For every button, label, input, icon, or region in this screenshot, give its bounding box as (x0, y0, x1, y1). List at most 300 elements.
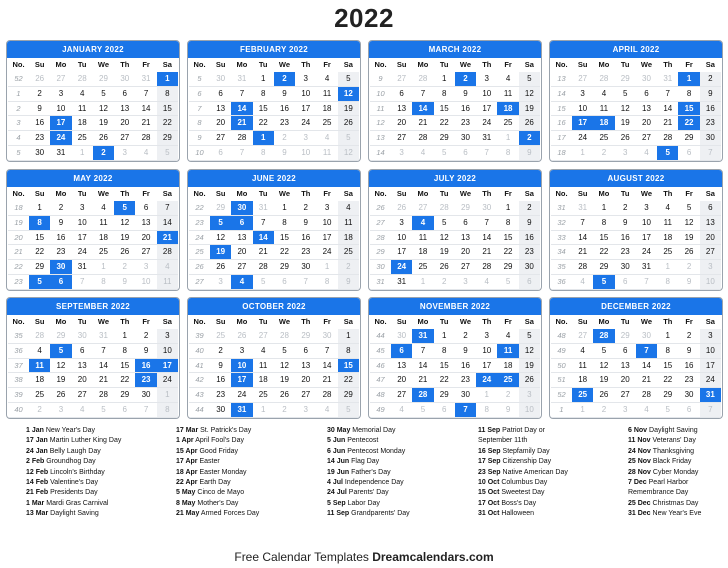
day-cell[interactable]: 19 (615, 116, 636, 131)
day-cell[interactable]: 20 (455, 245, 476, 260)
day-cell[interactable]: 3 (636, 201, 657, 216)
day-cell[interactable]: 28 (316, 388, 337, 403)
day-cell[interactable]: 5 (593, 344, 614, 359)
day-cell[interactable]: 27 (615, 388, 636, 403)
day-cell[interactable]: 29 (210, 201, 231, 216)
day-cell[interactable]: 7 (412, 87, 433, 102)
day-cell[interactable]: 19 (274, 373, 295, 388)
day-cell[interactable]: 24 (636, 245, 657, 260)
day-cell[interactable]: 10 (476, 344, 497, 359)
day-cell[interactable]: 27 (50, 72, 71, 87)
day-cell[interactable]: 29 (29, 260, 50, 275)
day-cell[interactable]: 10 (135, 275, 156, 290)
day-cell[interactable]: 3 (700, 329, 721, 344)
day-cell[interactable]: 20 (231, 245, 252, 260)
day-cell[interactable]: 4 (657, 201, 678, 216)
day-cell[interactable]: 27 (700, 245, 721, 260)
day-cell[interactable]: 22 (114, 373, 135, 388)
day-cell[interactable]: 30 (391, 329, 412, 344)
day-cell[interactable]: 1 (412, 275, 433, 290)
day-cell[interactable]: 3 (114, 146, 135, 161)
day-cell[interactable]: 3 (72, 201, 93, 216)
holiday-day-cell[interactable]: 2 (455, 72, 476, 87)
day-cell[interactable]: 2 (497, 388, 518, 403)
day-cell[interactable]: 2 (678, 260, 699, 275)
holiday-day-cell[interactable]: 18 (497, 102, 518, 117)
day-cell[interactable]: 6 (519, 275, 540, 290)
day-cell[interactable]: 11 (497, 87, 518, 102)
holiday-day-cell[interactable]: 30 (231, 201, 252, 216)
day-cell[interactable]: 28 (72, 72, 93, 87)
day-cell[interactable]: 20 (700, 231, 721, 246)
day-cell[interactable]: 21 (636, 373, 657, 388)
day-cell[interactable]: 22 (497, 245, 518, 260)
day-cell[interactable]: 19 (678, 231, 699, 246)
day-cell[interactable]: 20 (135, 231, 156, 246)
day-cell[interactable]: 28 (593, 72, 614, 87)
day-cell[interactable]: 24 (316, 245, 337, 260)
day-cell[interactable]: 31 (657, 72, 678, 87)
day-cell[interactable]: 25 (93, 245, 114, 260)
day-cell[interactable]: 27 (391, 131, 412, 146)
day-cell[interactable]: 18 (29, 373, 50, 388)
day-cell[interactable]: 18 (72, 116, 93, 131)
day-cell[interactable]: 4 (636, 403, 657, 418)
day-cell[interactable]: 15 (497, 231, 518, 246)
day-cell[interactable]: 25 (657, 245, 678, 260)
day-cell[interactable]: 26 (29, 72, 50, 87)
day-cell[interactable]: 1 (434, 72, 455, 87)
day-cell[interactable]: 7 (636, 275, 657, 290)
day-cell[interactable]: 3 (476, 72, 497, 87)
day-cell[interactable]: 24 (572, 131, 593, 146)
day-cell[interactable]: 11 (253, 359, 274, 374)
day-cell[interactable]: 4 (316, 403, 337, 418)
day-cell[interactable]: 10 (572, 102, 593, 117)
day-cell[interactable]: 8 (338, 344, 359, 359)
day-cell[interactable]: 29 (114, 388, 135, 403)
day-cell[interactable]: 18 (572, 373, 593, 388)
holiday-day-cell[interactable]: 17 (50, 116, 71, 131)
day-cell[interactable]: 4 (72, 87, 93, 102)
day-cell[interactable]: 28 (253, 260, 274, 275)
day-cell[interactable]: 12 (593, 359, 614, 374)
day-cell[interactable]: 9 (295, 216, 316, 231)
day-cell[interactable]: 1 (72, 146, 93, 161)
holiday-day-cell[interactable]: 6 (391, 344, 412, 359)
day-cell[interactable]: 4 (391, 403, 412, 418)
day-cell[interactable]: 31 (231, 72, 252, 87)
day-cell[interactable]: 7 (295, 275, 316, 290)
day-cell[interactable]: 16 (455, 102, 476, 117)
day-cell[interactable]: 17 (391, 245, 412, 260)
day-cell[interactable]: 12 (615, 102, 636, 117)
day-cell[interactable]: 22 (157, 116, 178, 131)
day-cell[interactable]: 12 (519, 87, 540, 102)
day-cell[interactable]: 28 (274, 329, 295, 344)
day-cell[interactable]: 16 (295, 231, 316, 246)
day-cell[interactable]: 21 (135, 116, 156, 131)
day-cell[interactable]: 14 (572, 231, 593, 246)
day-cell[interactable]: 7 (476, 216, 497, 231)
day-cell[interactable]: 13 (636, 102, 657, 117)
day-cell[interactable]: 15 (274, 231, 295, 246)
day-cell[interactable]: 6 (135, 201, 156, 216)
day-cell[interactable]: 7 (476, 146, 497, 161)
day-cell[interactable]: 30 (519, 260, 540, 275)
day-cell[interactable]: 8 (316, 275, 337, 290)
day-cell[interactable]: 28 (135, 131, 156, 146)
holiday-day-cell[interactable]: 8 (29, 216, 50, 231)
day-cell[interactable]: 9 (338, 275, 359, 290)
day-cell[interactable]: 18 (253, 373, 274, 388)
day-cell[interactable]: 30 (114, 72, 135, 87)
day-cell[interactable]: 13 (210, 102, 231, 117)
day-cell[interactable]: 22 (434, 116, 455, 131)
day-cell[interactable]: 23 (274, 116, 295, 131)
day-cell[interactable]: 30 (455, 388, 476, 403)
day-cell[interactable]: 9 (274, 87, 295, 102)
day-cell[interactable]: 24 (476, 116, 497, 131)
day-cell[interactable]: 18 (657, 231, 678, 246)
day-cell[interactable]: 2 (295, 201, 316, 216)
day-cell[interactable]: 27 (412, 201, 433, 216)
day-cell[interactable]: 25 (338, 245, 359, 260)
holiday-day-cell[interactable]: 14 (412, 102, 433, 117)
day-cell[interactable]: 3 (135, 260, 156, 275)
day-cell[interactable]: 6 (274, 275, 295, 290)
day-cell[interactable]: 1 (157, 388, 178, 403)
day-cell[interactable]: 10 (72, 216, 93, 231)
day-cell[interactable]: 1 (497, 131, 518, 146)
day-cell[interactable]: 26 (615, 131, 636, 146)
day-cell[interactable]: 7 (135, 403, 156, 418)
day-cell[interactable]: 31 (135, 72, 156, 87)
holiday-day-cell[interactable]: 5 (593, 275, 614, 290)
day-cell[interactable]: 13 (700, 216, 721, 231)
day-cell[interactable]: 6 (434, 403, 455, 418)
day-cell[interactable]: 21 (476, 245, 497, 260)
holiday-day-cell[interactable]: 19 (210, 245, 231, 260)
day-cell[interactable]: 28 (412, 72, 433, 87)
day-cell[interactable]: 3 (391, 146, 412, 161)
day-cell[interactable]: 11 (316, 146, 337, 161)
day-cell[interactable]: 15 (114, 359, 135, 374)
holiday-day-cell[interactable]: 14 (231, 102, 252, 117)
day-cell[interactable]: 17 (476, 359, 497, 374)
day-cell[interactable]: 3 (615, 146, 636, 161)
day-cell[interactable]: 6 (678, 146, 699, 161)
day-cell[interactable]: 22 (434, 373, 455, 388)
day-cell[interactable]: 27 (114, 131, 135, 146)
day-cell[interactable]: 5 (434, 216, 455, 231)
day-cell[interactable]: 29 (678, 131, 699, 146)
day-cell[interactable]: 30 (210, 72, 231, 87)
day-cell[interactable]: 4 (497, 72, 518, 87)
day-cell[interactable]: 24 (295, 116, 316, 131)
day-cell[interactable]: 10 (636, 216, 657, 231)
holiday-day-cell[interactable]: 28 (593, 329, 614, 344)
day-cell[interactable]: 6 (678, 403, 699, 418)
day-cell[interactable]: 11 (93, 216, 114, 231)
day-cell[interactable]: 13 (615, 359, 636, 374)
day-cell[interactable]: 21 (93, 373, 114, 388)
day-cell[interactable]: 9 (135, 344, 156, 359)
day-cell[interactable]: 24 (700, 373, 721, 388)
day-cell[interactable]: 8 (476, 403, 497, 418)
day-cell[interactable]: 11 (657, 216, 678, 231)
holiday-day-cell[interactable]: 24 (391, 260, 412, 275)
holiday-day-cell[interactable]: 22 (678, 116, 699, 131)
day-cell[interactable]: 15 (253, 102, 274, 117)
day-cell[interactable]: 15 (593, 231, 614, 246)
day-cell[interactable]: 22 (593, 245, 614, 260)
day-cell[interactable]: 29 (338, 388, 359, 403)
holiday-day-cell[interactable]: 24 (476, 373, 497, 388)
day-cell[interactable]: 29 (657, 388, 678, 403)
day-cell[interactable]: 3 (295, 131, 316, 146)
day-cell[interactable]: 11 (316, 87, 337, 102)
day-cell[interactable]: 14 (476, 231, 497, 246)
holiday-day-cell[interactable]: 12 (338, 87, 359, 102)
day-cell[interactable]: 30 (636, 72, 657, 87)
day-cell[interactable]: 23 (678, 373, 699, 388)
day-cell[interactable]: 31 (72, 260, 93, 275)
day-cell[interactable]: 13 (135, 216, 156, 231)
day-cell[interactable]: 26 (93, 131, 114, 146)
day-cell[interactable]: 16 (519, 231, 540, 246)
day-cell[interactable]: 3 (157, 329, 178, 344)
day-cell[interactable]: 6 (114, 87, 135, 102)
day-cell[interactable]: 26 (274, 388, 295, 403)
day-cell[interactable]: 1 (657, 260, 678, 275)
day-cell[interactable]: 17 (700, 359, 721, 374)
day-cell[interactable]: 5 (519, 72, 540, 87)
day-cell[interactable]: 19 (593, 373, 614, 388)
day-cell[interactable]: 5 (497, 275, 518, 290)
holiday-day-cell[interactable]: 1 (253, 131, 274, 146)
day-cell[interactable]: 8 (157, 403, 178, 418)
day-cell[interactable]: 1 (657, 329, 678, 344)
day-cell[interactable]: 12 (274, 359, 295, 374)
day-cell[interactable]: 3 (391, 216, 412, 231)
holiday-day-cell[interactable]: 2 (93, 146, 114, 161)
day-cell[interactable]: 5 (434, 146, 455, 161)
day-cell[interactable]: 26 (231, 329, 252, 344)
day-cell[interactable]: 30 (636, 329, 657, 344)
day-cell[interactable]: 10 (316, 216, 337, 231)
day-cell[interactable]: 25 (29, 388, 50, 403)
day-cell[interactable]: 8 (497, 146, 518, 161)
day-cell[interactable]: 20 (391, 116, 412, 131)
day-cell[interactable]: 4 (316, 131, 337, 146)
day-cell[interactable]: 26 (434, 260, 455, 275)
day-cell[interactable]: 12 (519, 344, 540, 359)
day-cell[interactable]: 4 (253, 344, 274, 359)
day-cell[interactable]: 27 (572, 72, 593, 87)
holiday-day-cell[interactable]: 17 (572, 116, 593, 131)
day-cell[interactable]: 8 (657, 275, 678, 290)
day-cell[interactable]: 16 (700, 102, 721, 117)
day-cell[interactable]: 5 (274, 344, 295, 359)
day-cell[interactable]: 6 (700, 201, 721, 216)
holiday-day-cell[interactable]: 25 (572, 388, 593, 403)
day-cell[interactable]: 6 (636, 87, 657, 102)
day-cell[interactable]: 17 (72, 231, 93, 246)
day-cell[interactable]: 14 (135, 102, 156, 117)
day-cell[interactable]: 7 (316, 344, 337, 359)
day-cell[interactable]: 10 (157, 344, 178, 359)
holiday-day-cell[interactable]: 28 (412, 388, 433, 403)
day-cell[interactable]: 19 (50, 373, 71, 388)
day-cell[interactable]: 1 (274, 201, 295, 216)
day-cell[interactable]: 13 (391, 359, 412, 374)
day-cell[interactable]: 23 (29, 131, 50, 146)
day-cell[interactable]: 17 (316, 231, 337, 246)
day-cell[interactable]: 4 (476, 275, 497, 290)
day-cell[interactable]: 25 (316, 116, 337, 131)
day-cell[interactable]: 3 (316, 201, 337, 216)
day-cell[interactable]: 14 (157, 216, 178, 231)
day-cell[interactable]: 19 (114, 231, 135, 246)
day-cell[interactable]: 4 (593, 87, 614, 102)
day-cell[interactable]: 16 (210, 373, 231, 388)
day-cell[interactable]: 30 (476, 201, 497, 216)
day-cell[interactable]: 30 (210, 403, 231, 418)
day-cell[interactable]: 9 (455, 87, 476, 102)
day-cell[interactable]: 2 (615, 201, 636, 216)
holiday-day-cell[interactable]: 18 (593, 116, 614, 131)
day-cell[interactable]: 16 (50, 231, 71, 246)
day-cell[interactable]: 27 (636, 131, 657, 146)
day-cell[interactable]: 28 (412, 131, 433, 146)
day-cell[interactable]: 7 (572, 216, 593, 231)
day-cell[interactable]: 23 (210, 388, 231, 403)
holiday-day-cell[interactable]: 31 (412, 329, 433, 344)
day-cell[interactable]: 9 (678, 344, 699, 359)
day-cell[interactable]: 21 (253, 245, 274, 260)
day-cell[interactable]: 10 (50, 102, 71, 117)
day-cell[interactable]: 13 (72, 359, 93, 374)
day-cell[interactable]: 13 (391, 102, 412, 117)
day-cell[interactable]: 14 (412, 359, 433, 374)
day-cell[interactable]: 29 (593, 260, 614, 275)
day-cell[interactable]: 8 (657, 344, 678, 359)
day-cell[interactable]: 30 (29, 146, 50, 161)
day-cell[interactable]: 5 (93, 87, 114, 102)
day-cell[interactable]: 11 (157, 275, 178, 290)
day-cell[interactable]: 13 (231, 231, 252, 246)
day-cell[interactable]: 7 (157, 201, 178, 216)
day-cell[interactable]: 8 (593, 216, 614, 231)
day-cell[interactable]: 9 (519, 216, 540, 231)
day-cell[interactable]: 14 (657, 102, 678, 117)
holiday-day-cell[interactable]: 16 (135, 359, 156, 374)
day-cell[interactable]: 1 (253, 403, 274, 418)
day-cell[interactable]: 28 (93, 388, 114, 403)
day-cell[interactable]: 3 (572, 87, 593, 102)
day-cell[interactable]: 4 (157, 260, 178, 275)
day-cell[interactable]: 12 (678, 216, 699, 231)
day-cell[interactable]: 30 (615, 260, 636, 275)
day-cell[interactable]: 6 (615, 275, 636, 290)
day-cell[interactable]: 29 (615, 329, 636, 344)
holiday-day-cell[interactable]: 23 (135, 373, 156, 388)
day-cell[interactable]: 27 (72, 388, 93, 403)
holiday-day-cell[interactable]: 2 (519, 131, 540, 146)
day-cell[interactable]: 25 (412, 260, 433, 275)
day-cell[interactable]: 3 (455, 275, 476, 290)
day-cell[interactable]: 22 (253, 116, 274, 131)
day-cell[interactable]: 8 (434, 344, 455, 359)
day-cell[interactable]: 22 (29, 245, 50, 260)
day-cell[interactable]: 12 (338, 146, 359, 161)
day-cell[interactable]: 5 (338, 72, 359, 87)
day-cell[interactable]: 30 (135, 388, 156, 403)
day-cell[interactable]: 2 (519, 201, 540, 216)
day-cell[interactable]: 11 (593, 102, 614, 117)
day-cell[interactable]: 30 (455, 131, 476, 146)
day-cell[interactable]: 21 (412, 116, 433, 131)
day-cell[interactable]: 29 (434, 388, 455, 403)
day-cell[interactable]: 7 (72, 275, 93, 290)
day-cell[interactable]: 6 (210, 87, 231, 102)
holiday-day-cell[interactable]: 17 (231, 373, 252, 388)
day-cell[interactable]: 7 (231, 87, 252, 102)
day-cell[interactable]: 13 (114, 102, 135, 117)
day-cell[interactable]: 8 (157, 87, 178, 102)
day-cell[interactable]: 3 (295, 72, 316, 87)
day-cell[interactable]: 3 (476, 329, 497, 344)
day-cell[interactable]: 6 (295, 344, 316, 359)
day-cell[interactable]: 1 (593, 201, 614, 216)
day-cell[interactable]: 16 (615, 231, 636, 246)
day-cell[interactable]: 22 (338, 373, 359, 388)
day-cell[interactable]: 2 (338, 260, 359, 275)
day-cell[interactable]: 16 (455, 359, 476, 374)
day-cell[interactable]: 2 (455, 329, 476, 344)
day-cell[interactable]: 6 (455, 216, 476, 231)
holiday-day-cell[interactable]: 25 (497, 373, 518, 388)
holiday-day-cell[interactable]: 7 (455, 403, 476, 418)
day-cell[interactable]: 5 (519, 329, 540, 344)
day-cell[interactable]: 9 (274, 146, 295, 161)
day-cell[interactable]: 4 (93, 201, 114, 216)
day-cell[interactable]: 17 (476, 102, 497, 117)
day-cell[interactable]: 6 (391, 87, 412, 102)
day-cell[interactable]: 29 (295, 329, 316, 344)
day-cell[interactable]: 21 (412, 373, 433, 388)
day-cell[interactable]: 26 (210, 260, 231, 275)
day-cell[interactable]: 14 (636, 359, 657, 374)
footer-site[interactable]: Dreamcalendars.com (372, 550, 494, 564)
holiday-day-cell[interactable]: 5 (29, 275, 50, 290)
holiday-day-cell[interactable]: 30 (50, 260, 71, 275)
day-cell[interactable]: 8 (93, 275, 114, 290)
day-cell[interactable]: 31 (636, 260, 657, 275)
day-cell[interactable]: 5 (253, 275, 274, 290)
day-cell[interactable]: 12 (434, 231, 455, 246)
day-cell[interactable]: 24 (157, 373, 178, 388)
holiday-day-cell[interactable]: 6 (231, 216, 252, 231)
day-cell[interactable]: 2 (210, 344, 231, 359)
day-cell[interactable]: 17 (636, 231, 657, 246)
day-cell[interactable]: 3 (700, 260, 721, 275)
day-cell[interactable]: 15 (657, 359, 678, 374)
day-cell[interactable]: 3 (50, 87, 71, 102)
day-cell[interactable]: 8 (114, 344, 135, 359)
day-cell[interactable]: 27 (231, 260, 252, 275)
